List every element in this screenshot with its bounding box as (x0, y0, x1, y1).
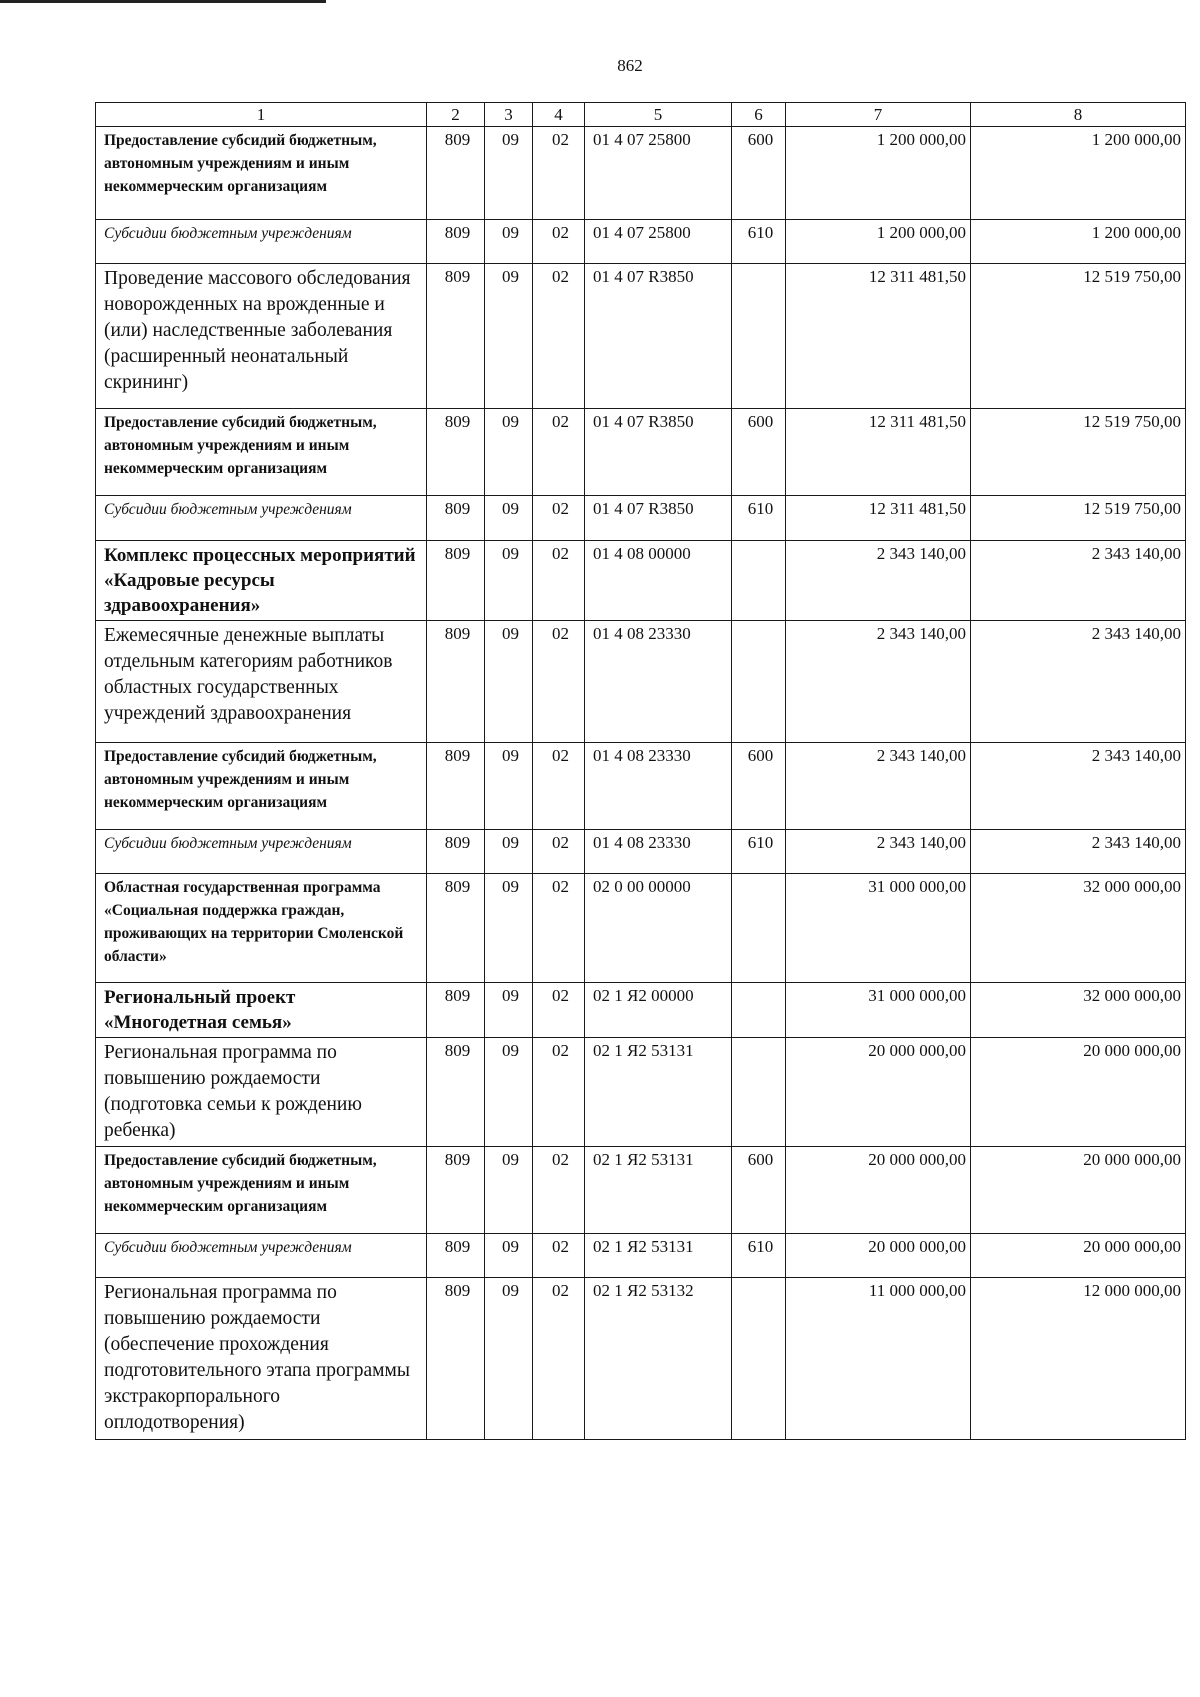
target-article-code: 01 4 08 23330 (585, 621, 732, 743)
section-code: 09 (485, 127, 533, 220)
table-row (96, 874, 1186, 983)
amount-year-2: 20 000 000,00 (971, 1147, 1186, 1234)
amount-year-1: 11 000 000,00 (786, 1278, 971, 1440)
subsection-code: 02 (533, 1038, 585, 1147)
amount-year-1: 2 343 140,00 (786, 743, 971, 830)
expense-type-code (732, 983, 786, 1038)
amount-year-1: 20 000 000,00 (786, 1147, 971, 1234)
admin-code: 809 (427, 830, 485, 874)
section-code: 09 (485, 621, 533, 743)
amount-year-2: 2 343 140,00 (971, 830, 1186, 874)
amount-year-2: 20 000 000,00 (971, 1038, 1186, 1147)
section-code: 09 (485, 1278, 533, 1440)
table-row (96, 1038, 1186, 1147)
amount-year-2: 12 519 750,00 (971, 409, 1186, 496)
target-article-code: 02 1 Я2 53131 (585, 1147, 732, 1234)
subsection-code: 02 (533, 409, 585, 496)
admin-code: 809 (427, 127, 485, 220)
row-name: Субсидии бюджетным учреждениям (96, 496, 427, 541)
row-name: Ежемесячные денежные выплаты отдельным категориям работников областных государственных учреждений здравоохранения (96, 621, 427, 743)
target-article-code: 01 4 07 R3850 (585, 264, 732, 409)
amount-year-1: 20 000 000,00 (786, 1234, 971, 1278)
expense-type-code: 600 (732, 409, 786, 496)
row-name: Проведение массового обследования новорожденных на врожденные и (или) наследственные заболевания (расширенный неонатальный скрининг) (96, 264, 427, 409)
row-name: Региональная программа по повышению рождаемости (подготовка семьи к рождению ребенка) (96, 1038, 427, 1147)
header-cell: 6 (732, 103, 786, 127)
admin-code: 809 (427, 1147, 485, 1234)
amount-year-2: 20 000 000,00 (971, 1234, 1186, 1278)
admin-code: 809 (427, 1234, 485, 1278)
admin-code: 809 (427, 743, 485, 830)
admin-code: 809 (427, 621, 485, 743)
admin-code: 809 (427, 541, 485, 621)
amount-year-2: 2 343 140,00 (971, 743, 1186, 830)
section-code: 09 (485, 1147, 533, 1234)
target-article-code: 01 4 08 00000 (585, 541, 732, 621)
amount-year-1: 12 311 481,50 (786, 409, 971, 496)
admin-code: 809 (427, 874, 485, 983)
subsection-code: 02 (533, 264, 585, 409)
amount-year-2: 32 000 000,00 (971, 874, 1186, 983)
table-row (96, 127, 1186, 220)
header-cell: 2 (427, 103, 485, 127)
budget-table (95, 102, 1186, 1440)
expense-type-code: 610 (732, 220, 786, 264)
table-row (96, 1147, 1186, 1234)
subsection-code: 02 (533, 621, 585, 743)
expense-type-code (732, 264, 786, 409)
table-row (96, 409, 1186, 496)
amount-year-1: 1 200 000,00 (786, 127, 971, 220)
amount-year-2: 1 200 000,00 (971, 127, 1186, 220)
amount-year-2: 12 519 750,00 (971, 264, 1186, 409)
header-cell: 8 (971, 103, 1186, 127)
target-article-code: 01 4 08 23330 (585, 743, 732, 830)
expense-type-code (732, 541, 786, 621)
expense-type-code: 600 (732, 1147, 786, 1234)
amount-year-2: 12 519 750,00 (971, 496, 1186, 541)
table-row (96, 220, 1186, 264)
expense-type-code: 600 (732, 743, 786, 830)
subsection-code: 02 (533, 743, 585, 830)
page-number: 862 (617, 56, 643, 75)
amount-year-1: 2 343 140,00 (786, 830, 971, 874)
row-name: Предоставление субсидий бюджетным, автономным учреждениям и иным некоммерческим организациям (96, 743, 427, 830)
admin-code: 809 (427, 264, 485, 409)
expense-type-code (732, 621, 786, 743)
admin-code: 809 (427, 220, 485, 264)
target-article-code: 01 4 07 R3850 (585, 496, 732, 541)
row-name: Областная государственная программа «Социальная поддержка граждан, проживающих на территории Смоленской области» (96, 874, 427, 983)
table-row (96, 1234, 1186, 1278)
row-name: Региональный проект «Многодетная семья» (96, 983, 427, 1038)
target-article-code: 02 1 Я2 00000 (585, 983, 732, 1038)
section-code: 09 (485, 220, 533, 264)
header-cell: 4 (533, 103, 585, 127)
target-article-code: 01 4 07 R3850 (585, 409, 732, 496)
subsection-code: 02 (533, 541, 585, 621)
header-cell: 5 (585, 103, 732, 127)
section-code: 09 (485, 1038, 533, 1147)
expense-type-code (732, 1038, 786, 1147)
section-code: 09 (485, 1234, 533, 1278)
section-code: 09 (485, 409, 533, 496)
amount-year-1: 31 000 000,00 (786, 983, 971, 1038)
expense-type-code (732, 1278, 786, 1440)
amount-year-1: 20 000 000,00 (786, 1038, 971, 1147)
row-name: Субсидии бюджетным учреждениям (96, 220, 427, 264)
amount-year-1: 2 343 140,00 (786, 621, 971, 743)
amount-year-2: 12 000 000,00 (971, 1278, 1186, 1440)
row-name: Комплекс процессных мероприятий «Кадровые ресурсы здравоохранения» (96, 541, 427, 621)
row-name: Региональная программа по повышению рождаемости (обеспечение прохождения подготовительного этапа программы экстракорпорального оплодотворения) (96, 1278, 427, 1440)
table-row (96, 743, 1186, 830)
amount-year-1: 2 343 140,00 (786, 541, 971, 621)
subsection-code: 02 (533, 127, 585, 220)
target-article-code: 01 4 07 25800 (585, 127, 732, 220)
admin-code: 809 (427, 409, 485, 496)
expense-type-code: 610 (732, 496, 786, 541)
target-article-code: 02 1 Я2 53131 (585, 1234, 732, 1278)
amount-year-1: 12 311 481,50 (786, 264, 971, 409)
subsection-code: 02 (533, 830, 585, 874)
target-article-code: 02 1 Я2 53131 (585, 1038, 732, 1147)
row-name: Предоставление субсидий бюджетным, автономным учреждениям и иным некоммерческим организациям (96, 1147, 427, 1234)
expense-type-code (732, 874, 786, 983)
subsection-code: 02 (533, 220, 585, 264)
table-row (96, 1278, 1186, 1440)
amount-year-1: 31 000 000,00 (786, 874, 971, 983)
amount-year-1: 1 200 000,00 (786, 220, 971, 264)
subsection-code: 02 (533, 496, 585, 541)
amount-year-2: 2 343 140,00 (971, 621, 1186, 743)
section-code: 09 (485, 496, 533, 541)
row-name: Субсидии бюджетным учреждениям (96, 830, 427, 874)
section-code: 09 (485, 743, 533, 830)
admin-code: 809 (427, 1278, 485, 1440)
admin-code: 809 (427, 983, 485, 1038)
amount-year-2: 1 200 000,00 (971, 220, 1186, 264)
table-row (96, 496, 1186, 541)
table-row (96, 541, 1186, 621)
section-code: 09 (485, 874, 533, 983)
table-row (96, 830, 1186, 874)
header-cell: 7 (786, 103, 971, 127)
section-code: 09 (485, 264, 533, 409)
section-code: 09 (485, 541, 533, 621)
table-row (96, 983, 1186, 1038)
row-name: Предоставление субсидий бюджетным, автономным учреждениям и иным некоммерческим организациям (96, 409, 427, 496)
expense-type-code: 610 (732, 1234, 786, 1278)
header-cell: 1 (96, 103, 427, 127)
target-article-code: 01 4 07 25800 (585, 220, 732, 264)
row-name: Субсидии бюджетным учреждениям (96, 1234, 427, 1278)
target-article-code: 02 1 Я2 53132 (585, 1278, 732, 1440)
admin-code: 809 (427, 496, 485, 541)
table-row (96, 264, 1186, 409)
subsection-code: 02 (533, 983, 585, 1038)
target-article-code: 01 4 08 23330 (585, 830, 732, 874)
amount-year-1: 12 311 481,50 (786, 496, 971, 541)
amount-year-2: 2 343 140,00 (971, 541, 1186, 621)
section-code: 09 (485, 983, 533, 1038)
expense-type-code: 600 (732, 127, 786, 220)
amount-year-2: 32 000 000,00 (971, 983, 1186, 1038)
subsection-code: 02 (533, 1234, 585, 1278)
row-name: Предоставление субсидий бюджетным, автономным учреждениям и иным некоммерческим организациям (96, 127, 427, 220)
subsection-code: 02 (533, 1278, 585, 1440)
subsection-code: 02 (533, 874, 585, 983)
header-cell: 3 (485, 103, 533, 127)
table-row (96, 621, 1186, 743)
expense-type-code: 610 (732, 830, 786, 874)
header-row (96, 103, 1186, 127)
top-rule (0, 0, 326, 3)
target-article-code: 02 0 00 00000 (585, 874, 732, 983)
section-code: 09 (485, 830, 533, 874)
subsection-code: 02 (533, 1147, 585, 1234)
admin-code: 809 (427, 1038, 485, 1147)
